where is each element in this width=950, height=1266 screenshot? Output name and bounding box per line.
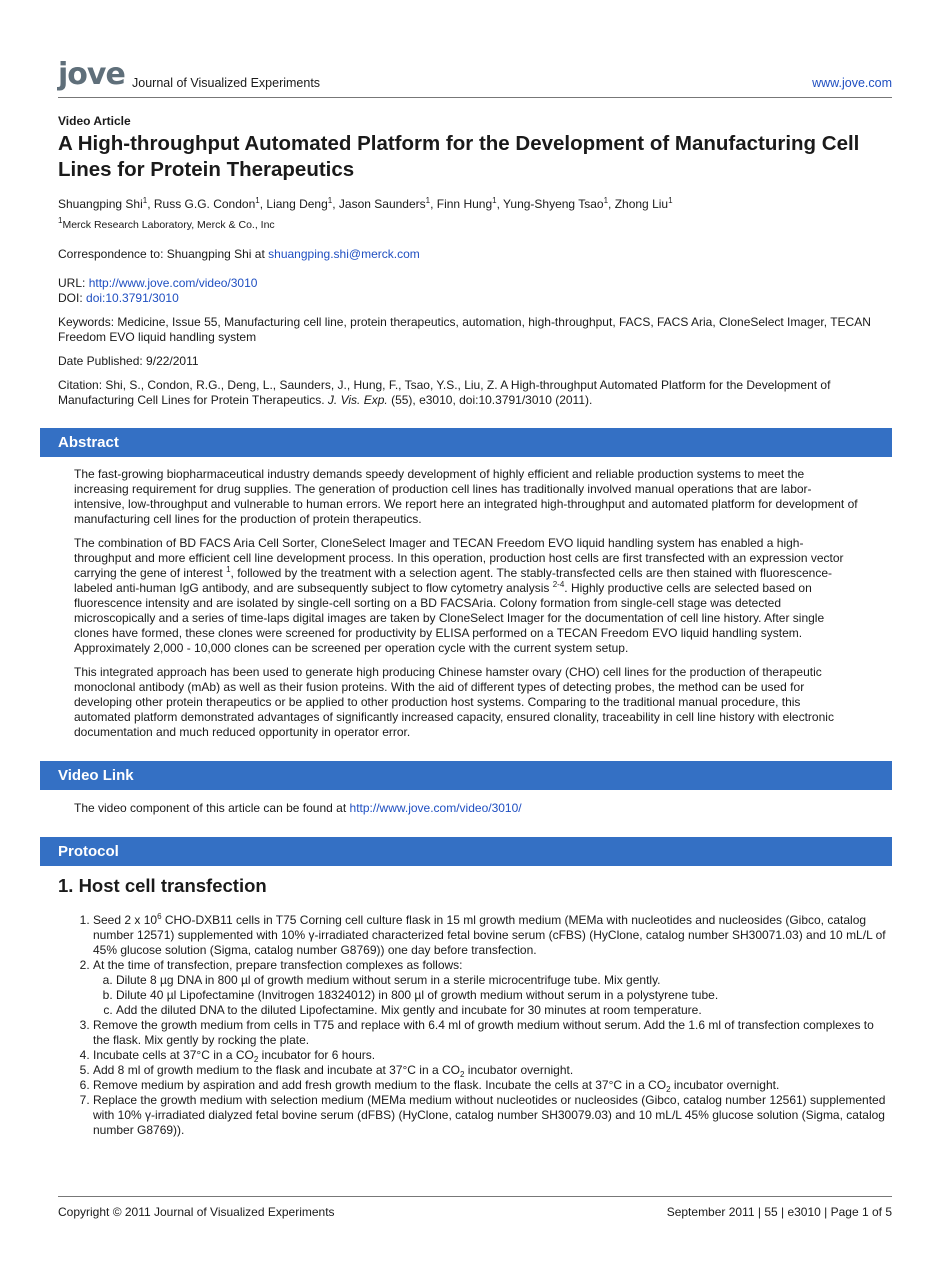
author: Liang Deng [266, 197, 328, 211]
doi-line: DOI: doi:10.3791/3010 [58, 291, 179, 305]
list-item: 3. Remove the growth medium from cells in T75 and replace with 6.4 ml of growth medium without serum. Add the 1.6 ml of transfection complexes to the flask. Mix gently by rocking the plate. [93, 1018, 892, 1048]
protocol-heading: Protocol [40, 837, 892, 866]
affiliation: $^1$Merck Research Laboratory, Merck & Co., Inc [58, 216, 275, 231]
video-link[interactable]: http://www.jove.com/video/3010/ [349, 801, 522, 815]
page-footer [58, 1196, 892, 1219]
site-link[interactable]: www.jove.com [812, 76, 892, 90]
list-item: 7. Replace the growth medium with selection medium (MEMa medium without nucleotides or nucleosides (Gibco, catalog number 12561) supplemented with 10% γ-irradiated dialyzed fetal bovine serum (dFBS) (HyClone, catalog number SH30079.03) and 10 mL/L 45% glucose solution (Sigma, catalog number G8769)). [93, 1093, 892, 1138]
author: Yung-Shyeng Tsao [503, 197, 604, 211]
correspondence: Correspondence to: Shuangping Shi at shuangping.shi@merck.com [58, 247, 420, 261]
author: Jason Saunders [338, 197, 426, 211]
author: Finn Hung [436, 197, 493, 211]
citation: Citation: Shi, S., Condon, R.G., Deng, L., Saunders, J., Hung, F., Tsao, Y.S., Liu, Z. A High-throughput Automated Platform for the Development of Manufacturing Cell Lines for Protein Therapeutics. J. Vis. Exp. (55), e3010, doi:10.3791/3010 (2011). [58, 378, 831, 407]
abstract-paragraph: This integrated approach has been used to generate high producing Chinese hamster ovary (CHO) cell lines for the production of therapeutic monoclonal antibody (mAb) as well as their fusion proteins. With the aid of different types of detecting probes, the method can be used for developing other protein therapeutics or be applied to other production host systems. Comparing to the traditional manual procedure, this automated platform demonstrated advantages of significantly increased capacity, ensured clonality, traceability in cell line history with electronic documentation and much reduced opportunity in operator error. [74, 665, 834, 739]
author: Russ G.G. Condon [153, 197, 256, 211]
author: Shuangping Shi [58, 197, 143, 211]
list-item: 4. Incubate cells at 37°C in a $CO_2$ incubator for 6 hours. [93, 1048, 892, 1063]
abstract-body [58, 467, 858, 740]
video-link-body: The video component of this article can be found at http://www.jove.com/video/3010/ [74, 801, 522, 815]
list-item: c. Add the diluted DNA to the diluted Lipofectamine. Mix gently and incubate for 30 minutes at room temperature. [116, 1003, 892, 1018]
list-item: 6. Remove medium by aspiration and add fresh growth medium to the flask. Incubate the cells at 37°C in a $CO_2$ incubator overnight. [93, 1078, 892, 1093]
doi-link[interactable]: doi:10.3791/3010 [86, 291, 179, 305]
article-url-link[interactable]: http://www.jove.com/video/3010 [88, 276, 258, 290]
page-title: A High-throughput Automated Platform for the Development of Manufacturing Cell Lines for Protein Therapeutics [58, 132, 860, 181]
journal-name: Journal of Visualized Experiments [132, 76, 321, 90]
author-list: Shuangping Shi$^1$, Russ G.G. Condon$^1$, Liang Deng$^1$, Jason Saunders$^1$, Finn Hung$^1$, Yung-Shyeng Tsao$^1$, Zhong Liu$^1$ [58, 196, 673, 211]
list-item: b. Dilute 40 µl Lipofectamine (Invitrogen 18324012) in 800 µl of growth medium without serum in a polystyrene tube. [116, 988, 892, 1003]
list-item: a. Dilute 8 µg DNA in 800 µl of growth medium without serum in a sterile microcentrifuge tube. Mix gently. [116, 973, 892, 988]
abstract-heading: Abstract [40, 428, 892, 457]
protocol-steps [58, 913, 892, 1138]
article-type: Video Article [58, 114, 131, 128]
url-line: URL: http://www.jove.com/video/3010 [58, 276, 258, 290]
list-item: 1. Seed 2 x $10^6$ CHO-DXB11 cells in T75 Corning cell culture flask in 15 ml growth medium (MEMa with nucleotides and nucleosides (Gibco, catalog number 12571) supplemented with 10% γ-irradiated characterized fetal bovine serum (cFBS) (HyClone, catalog number SH30071.03) and 10 mL/L of 45% glucose solution (Sigma, catalog number G8769)) one day before transfection. [93, 913, 892, 958]
sub-steps [93, 973, 892, 1018]
video-link-heading: Video Link [40, 761, 892, 790]
date-published: Date Published: 9/22/2011 [58, 354, 199, 368]
abstract-paragraph: The fast-growing biopharmaceutical industry demands speedy development of highly efficient and reliable production systems to meet the increasing requirement for drug supplies. The generation of production cell lines has traditionally involved manual operations that are labor-intensive, low-throughput and vulnerable to human errors. We report here an integrated high-throughput and automated platform for development of manufacturing cell lines for the production of protein therapeutics. [74, 467, 858, 526]
email-link[interactable]: shuangping.shi@merck.com [268, 247, 420, 261]
abstract-paragraph: The combination of BD FACS Aria Cell Sorter, CloneSelect Imager and TECAN Freedom EVO liquid handling system has enabled a high-throughput and more efficient cell line development process. In this operation, production host cells are first transfected with an expression vector carrying the gene of interest $^1$, followed by the treatment with a selection agent. The stably-transfected cells are then stained with fluorescence-labeled anti-human IgG antibody, and are subsequently subject to flow cytometry analysis $^{2-4}$. Highly productive cells are selected based on fluorescence intensity and are isolated by single-cell sorting on a BD FACSAria. Colony formation from single-cell stage was detected microscopically and a series of time-laps digital images are taken by CloneSelect Imager for the documentation of cell line history. After single clones have formed, these clones were screened for productivity by ELISA performed on a TECAN Freedom EVO liquid handling system. Approximately 2,000 - 10,000 clones can be screened per operation cycle with the current system setup. [74, 536, 844, 655]
page-info: September 2011 | 55 | e3010 | Page 1 of 5 [666, 1205, 892, 1219]
list-item: 2. At the time of transfection, prepare transfection complexes as follows: a. Dilute 8 µg DNA in 800 µl of growth medium without serum in a sterile microcentrifuge tube. Mix gently. b. Dilute 40 µl Lipofectamine (Invitrogen 18324012) in 800 µl of growth medium without serum in a polystyrene tube. c. Add the diluted DNA to the diluted Lipofectamine. Mix gently and incubate for 30 minutes at room temperature. [93, 958, 892, 1018]
keywords: Keywords: Medicine, Issue 55, Manufacturing cell line, protein therapeutics, automation, high-throughput, FACS, FACS Aria, CloneSelect Imager, TECAN Freedom EVO liquid handling system [58, 315, 871, 344]
copyright: Copyright © 2011 Journal of Visualized Experiments [58, 1205, 335, 1219]
list-item: 5. Add 8 ml of growth medium to the flask and incubate at 37°C in a $CO_2$ incubator overnight. [93, 1063, 892, 1078]
page-header [58, 58, 892, 98]
article-body [58, 114, 892, 1138]
author: Zhong Liu [614, 197, 669, 211]
jove-logo[interactable]: jove [58, 57, 125, 92]
section-heading: 1. Host cell transfection [58, 875, 267, 896]
